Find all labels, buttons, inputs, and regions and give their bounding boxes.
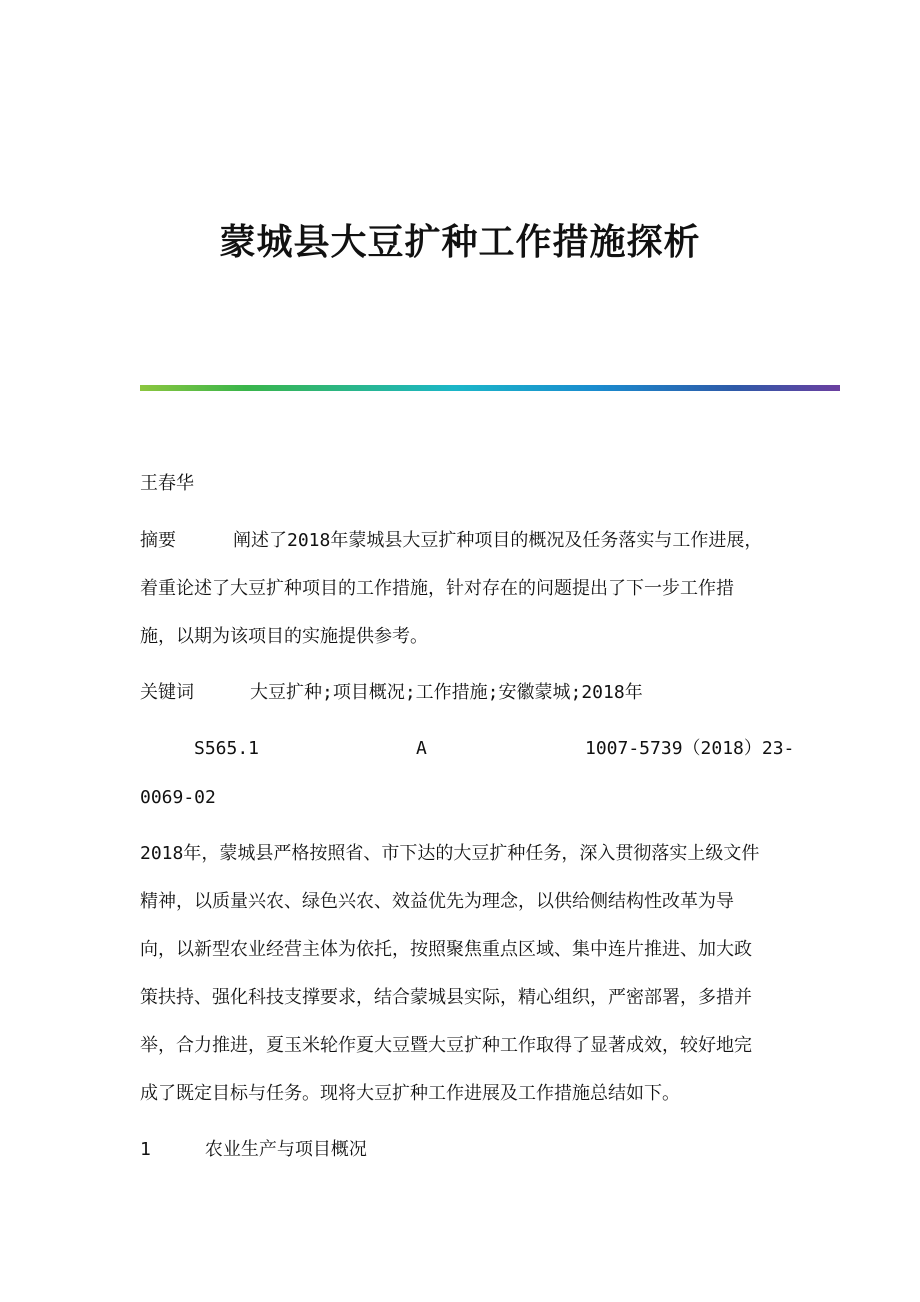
article-id: 1007-5739（2018）23- (585, 738, 795, 759)
body-paragraph-line: 策扶持、强化科技支撑要求，结合蒙城县实际，精心组织，严密部署，多措并 (140, 987, 752, 1008)
abstract-label: 摘要 (140, 530, 176, 551)
body-paragraph-line: 2018年，蒙城县严格按照省、市下达的大豆扩种任务，深入贯彻落实上级文件 (140, 843, 760, 864)
author-name: 王春华 (140, 473, 194, 494)
clc-number: S565.1 (194, 738, 260, 759)
keywords-line (140, 681, 643, 705)
abstract-line-3: 施，以期为该项目的实施提供参考。 (140, 626, 428, 647)
body-paragraph-line: 精神，以质量兴农、绿色兴农、效益优先为理念，以供给侧结构性改革为导 (140, 891, 734, 912)
abstract-text-1: 阐述了2018年蒙城县大豆扩种项目的概况及任务落实与工作进展， (233, 530, 763, 551)
section-number: 1 (140, 1139, 151, 1160)
page-title: 蒙城县大豆扩种工作措施探析 (219, 221, 701, 263)
article-id-continued: 0069-02 (140, 787, 216, 808)
section-title: 农业生产与项目概况 (204, 1139, 367, 1160)
body-paragraph-line: 成了既定目标与任务。现将大豆扩种工作进展及工作措施总结如下。 (140, 1083, 680, 1104)
body-paragraph-line: 向，以新型农业经营主体为依托，按照聚焦重点区域、集中连片推进、加大政 (140, 939, 752, 960)
abstract-line-2: 着重论述了大豆扩种项目的工作措施，针对存在的问题提出了下一步工作措 (140, 578, 734, 599)
abstract-line-1 (140, 529, 762, 553)
section-heading (140, 1138, 367, 1162)
gradient-divider (140, 385, 840, 391)
keywords-text: 大豆扩种;项目概况;工作措施;安徽蒙城;2018年 (250, 682, 643, 703)
keywords-label: 关键词 (140, 682, 194, 703)
document-code: A (416, 738, 427, 759)
body-paragraph-line: 举，合力推进，夏玉米轮作夏大豆暨大豆扩种工作取得了显著成效，较好地完 (140, 1035, 752, 1056)
